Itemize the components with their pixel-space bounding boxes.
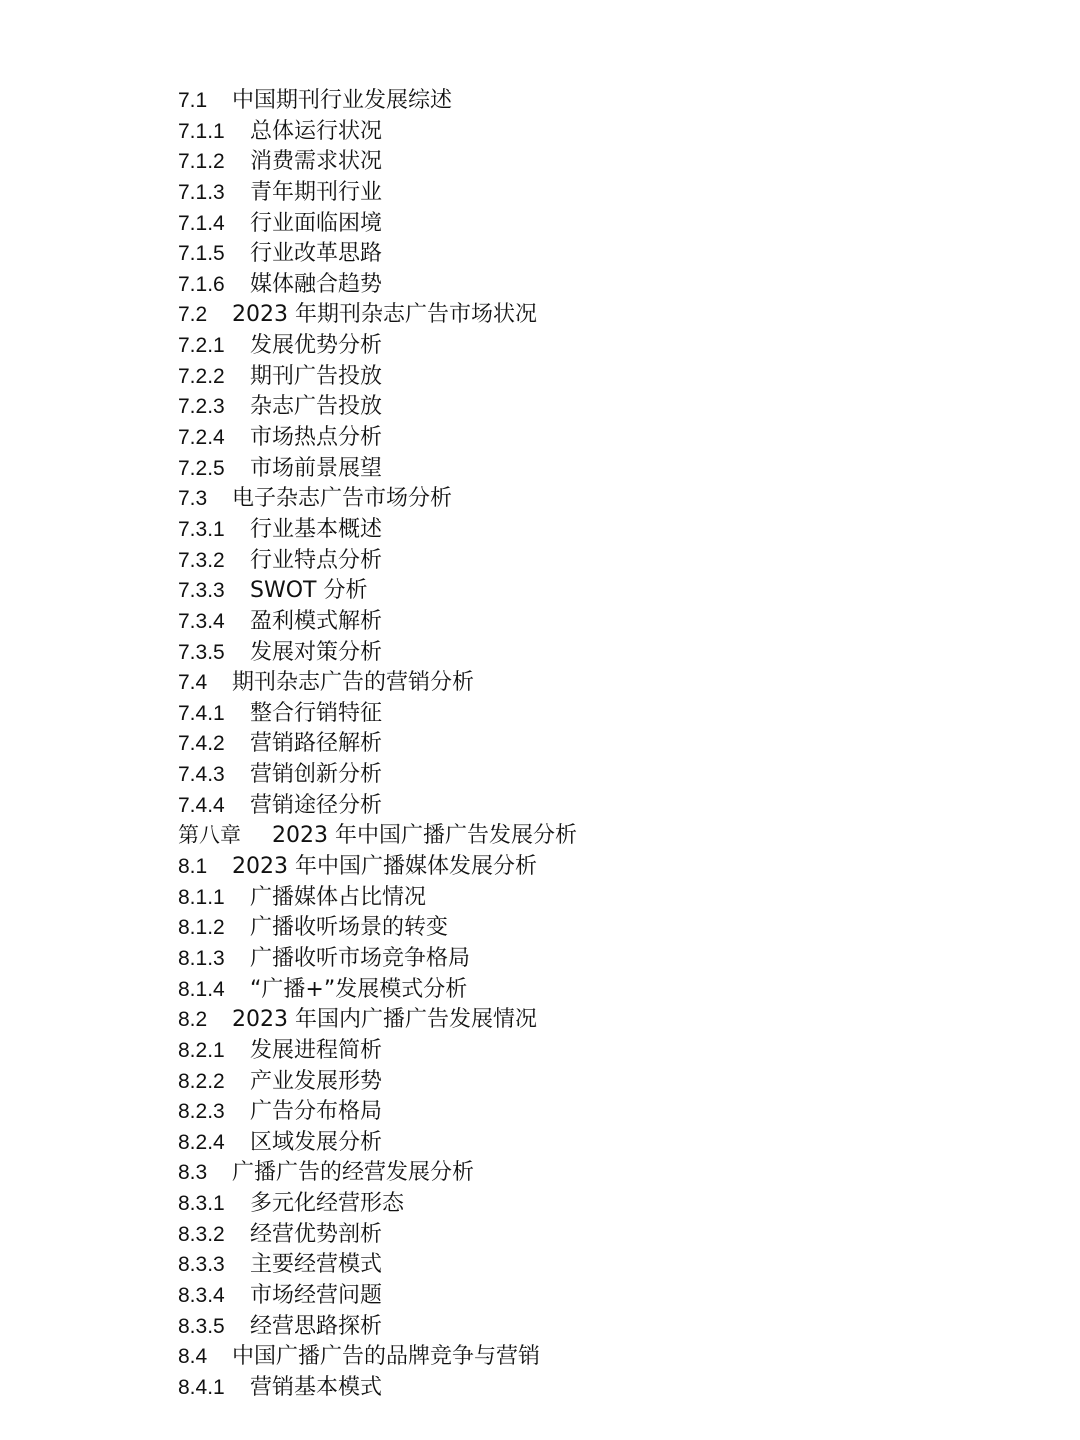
toc-entry-title: 广告分布格局 [250,1099,383,1125]
toc-entry-number: 7.2.5 [178,456,225,480]
toc-entry-title: 产业发展形势 [250,1068,383,1094]
toc-entry-title: 2023 年期刊杂志广告市场状况 [232,302,537,328]
toc-entry-number: 7.2.1 [178,334,225,358]
toc-entry [178,1005,577,1036]
toc-entry-title: 电子杂志广告市场分析 [232,486,453,512]
toc-entry-number: 7.2 [178,303,208,327]
toc-entry-number: 8.1.2 [178,916,225,940]
toc-entry-number: 8.2.2 [178,1069,225,1093]
toc-entry [178,913,577,944]
toc-entry [178,1250,577,1281]
toc-entry [178,546,577,577]
table-of-contents [178,86,577,1404]
toc-entry-title: 杂志广告投放 [250,394,383,420]
toc-entry-number: 7.3.5 [178,640,225,664]
toc-entry-title: 市场经营问题 [250,1282,383,1308]
toc-entry-number: 7.2.4 [178,426,225,450]
toc-entry-number: 7.4.4 [178,793,225,817]
toc-entry-title: 经营优势剖析 [250,1221,383,1247]
toc-entry [178,392,577,423]
toc-entry [178,1097,577,1128]
toc-entry-number: 8.1.4 [178,977,225,1001]
toc-entry [178,117,577,148]
toc-entry-number: 8.3.2 [178,1222,225,1246]
toc-entry-number: 7.3.2 [178,548,225,572]
toc-entry [178,821,577,852]
toc-entry [178,209,577,240]
toc-entry-title: 媒体融合趋势 [250,271,383,297]
toc-entry [178,178,577,209]
toc-entry-number: 8.3.5 [178,1314,225,1338]
toc-entry [178,760,577,791]
toc-entry-number: 8.3.4 [178,1283,225,1307]
toc-entry-title: “广播+”发展模式分析 [250,976,468,1002]
toc-entry-title: SWOT 分析 [250,578,368,604]
toc-entry [178,576,577,607]
toc-entry-title: 广播收听市场竞争格局 [250,945,471,971]
toc-entry-number: 8.2 [178,1008,208,1032]
toc-entry-number: 7.1.4 [178,211,225,235]
toc-entry-number: 8.3.3 [178,1253,225,1277]
toc-entry-title: 发展优势分析 [250,333,383,359]
toc-entry [178,1036,577,1067]
toc-entry [178,975,577,1006]
toc-entry [178,1342,577,1373]
toc-entry [178,1373,577,1404]
toc-entry [178,1158,577,1189]
toc-entry-number: 7.1.5 [178,242,225,266]
toc-entry-number: 8.2.3 [178,1100,225,1124]
toc-entry [178,638,577,669]
toc-entry [178,883,577,914]
toc-entry-title: 中国广播广告的品牌竞争与营销 [232,1344,541,1370]
toc-entry-title: 行业面临困境 [250,210,383,236]
toc-entry-number: 7.2.2 [178,364,225,388]
toc-entry-title: 发展对策分析 [250,639,383,665]
toc-entry-number: 7.4.2 [178,732,225,756]
toc-entry-title: 主要经营模式 [250,1252,383,1278]
toc-entry [178,300,577,331]
toc-entry [178,362,577,393]
toc-entry [178,515,577,546]
toc-entry-title: 期刊杂志广告的营销分析 [232,670,475,696]
toc-entry-number: 7.4 [178,671,208,695]
toc-entry [178,86,577,117]
toc-entry-number: 8.4 [178,1345,208,1369]
toc-entry-title: 行业特点分析 [250,547,383,573]
toc-entry [178,607,577,638]
toc-entry-number: 8.1.3 [178,946,225,970]
toc-entry-number: 7.1.2 [178,150,225,174]
toc-entry-title: 2023 年中国广播广告发展分析 [272,823,577,849]
toc-entry-title: 市场前景展望 [250,455,383,481]
toc-entry-number: 8.3.1 [178,1192,225,1216]
toc-entry-number: 7.1.3 [178,180,225,204]
toc-entry [178,852,577,883]
toc-entry [178,1312,577,1343]
toc-entry-title: 期刊广告投放 [250,363,383,389]
toc-entry-title: 经营思路探析 [250,1313,383,1339]
toc-entry [178,1128,577,1159]
toc-entry [178,239,577,270]
toc-entry [178,1067,577,1098]
toc-entry-title: 营销途径分析 [250,792,383,818]
toc-entry-number: 7.4.1 [178,701,225,725]
toc-entry-number: 8.4.1 [178,1375,225,1399]
toc-entry-title: 2023 年中国广播媒体发展分析 [232,854,537,880]
toc-entry-title: 营销创新分析 [250,762,383,788]
toc-entry-title: 盈利模式解析 [250,608,383,634]
toc-entry-number: 7.1.6 [178,272,225,296]
toc-entry-number: 7.2.3 [178,395,225,419]
toc-entry-title: 广播收听场景的转变 [250,915,449,941]
toc-entry-number: 8.2.4 [178,1130,225,1154]
toc-entry-title: 区域发展分析 [250,1129,383,1155]
toc-entry [178,147,577,178]
toc-entry [178,270,577,301]
toc-entry [178,331,577,362]
toc-entry-number: 8.1.1 [178,885,225,909]
toc-entry-number: 8.3 [178,1161,208,1185]
toc-entry-number: 7.1.1 [178,119,225,143]
toc-entry-number: 7.3.1 [178,517,225,541]
toc-entry-title: 营销基本模式 [250,1374,383,1400]
toc-entry-number: 第八章 [178,824,241,848]
toc-entry-title: 多元化经营形态 [250,1191,405,1217]
toc-entry-title: 行业改革思路 [250,241,383,267]
toc-entry-title: 发展进程简析 [250,1037,383,1063]
toc-entry [178,484,577,515]
toc-entry-title: 青年期刊行业 [250,179,383,205]
toc-entry [178,423,577,454]
toc-entry-number: 8.2.1 [178,1038,225,1062]
toc-entry [178,668,577,699]
toc-entry [178,729,577,760]
toc-entry-number: 7.4.3 [178,763,225,787]
toc-entry-number: 7.3.3 [178,579,225,603]
toc-entry-title: 中国期刊行业发展综述 [232,88,453,113]
toc-entry-title: 营销路径解析 [250,731,383,757]
toc-entry [178,1189,577,1220]
toc-entry [178,944,577,975]
toc-entry-title: 市场热点分析 [250,425,383,451]
toc-entry-title: 广播媒体占比情况 [250,884,427,910]
toc-entry-number: 7.3.4 [178,609,225,633]
toc-entry-title: 消费需求状况 [250,149,383,175]
toc-entry [178,454,577,485]
toc-entry [178,791,577,822]
toc-entry [178,1281,577,1312]
toc-entry-title: 2023 年国内广播广告发展情况 [232,1007,537,1033]
toc-entry-title: 广播广告的经营发展分析 [232,1160,475,1186]
toc-entry-title: 总体运行状况 [250,118,383,144]
toc-entry-number: 8.1 [178,855,208,879]
toc-entry [178,699,577,730]
toc-entry [178,1220,577,1251]
toc-entry-number: 7.3 [178,487,208,511]
toc-entry-title: 整合行销特征 [250,700,383,726]
toc-entry-number: 7.1 [178,89,208,112]
toc-entry-title: 行业基本概述 [250,516,383,542]
